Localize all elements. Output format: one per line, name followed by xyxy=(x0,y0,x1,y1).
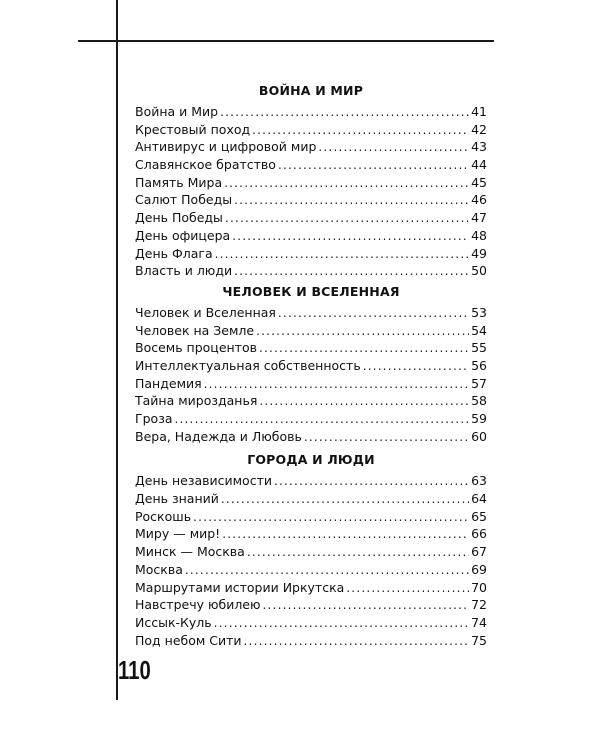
dot-leader xyxy=(215,246,469,264)
toc-entry-title: Под небом Сити xyxy=(135,632,242,648)
toc-entry xyxy=(135,156,487,174)
toc-entry-page: 53 xyxy=(471,304,487,320)
toc-entry-page: 43 xyxy=(471,139,487,155)
toc-entry xyxy=(135,525,487,543)
toc-entry-title: Маршрутами истории Иркутска xyxy=(135,579,345,595)
toc-entry-page: 67 xyxy=(471,544,487,560)
toc-entry xyxy=(135,410,487,428)
toc-entry-title: Вера, Надежда и Любовь xyxy=(135,428,302,444)
toc-entry-page: 64 xyxy=(471,491,487,507)
margin-vertical-rule xyxy=(116,0,118,700)
toc-entry-page: 46 xyxy=(471,192,487,208)
section-title: ВОЙНА И МИР xyxy=(258,83,364,98)
toc-entry-page: 55 xyxy=(471,340,487,356)
toc-entry-title: Человек на Земле xyxy=(135,322,255,338)
dot-leader xyxy=(278,157,469,175)
dot-leader xyxy=(193,509,469,527)
toc-entry-page: 74 xyxy=(471,614,487,630)
dot-leader xyxy=(346,580,469,598)
toc-entry xyxy=(135,322,487,340)
toc-entry-title: Крестовый поход xyxy=(135,121,251,137)
toc-entry-page: 58 xyxy=(471,393,487,409)
header-horizontal-rule xyxy=(78,40,494,42)
toc-section-cities-and-people xyxy=(135,451,487,649)
toc-entry-title: Интеллектуальная собственность xyxy=(135,357,361,373)
dot-leader xyxy=(263,597,470,615)
dot-leader xyxy=(214,615,469,633)
dot-leader xyxy=(234,263,469,281)
toc-entry-page: 57 xyxy=(471,375,487,391)
toc-entry-page: 56 xyxy=(471,357,487,373)
toc-entry-page: 63 xyxy=(471,473,487,489)
toc-entry xyxy=(135,209,487,227)
toc-entry xyxy=(135,543,487,561)
dot-leader xyxy=(278,305,469,323)
dot-leader xyxy=(274,473,469,491)
dot-leader xyxy=(204,376,469,394)
dot-leader xyxy=(304,429,469,447)
toc-entry-title: Роскошь xyxy=(135,508,192,524)
dot-leader xyxy=(234,192,469,210)
toc-entry-title: День независимости xyxy=(135,473,272,489)
toc-entry-page: 54 xyxy=(471,322,487,338)
toc-entry xyxy=(135,508,487,526)
toc-entry-title: Тайна мирозданья xyxy=(135,393,258,409)
toc-entry-page: 42 xyxy=(471,121,487,137)
toc-entry xyxy=(135,138,487,156)
toc-section-man-and-universe xyxy=(135,283,487,446)
dot-leader xyxy=(185,562,469,580)
toc-entry xyxy=(135,596,487,614)
toc-entry xyxy=(135,428,487,446)
section-title: ЧЕЛОВЕК И ВСЕЛЕННАЯ xyxy=(222,283,400,299)
dot-leader xyxy=(259,393,469,411)
toc-entry xyxy=(135,227,487,245)
toc-entry-title: Власть и люди xyxy=(135,263,233,279)
page-number: 110 xyxy=(118,655,151,685)
dot-leader xyxy=(318,139,469,157)
toc-entry xyxy=(135,561,487,579)
toc-entry xyxy=(135,614,487,632)
toc-entry-title: День Победы xyxy=(135,210,223,226)
toc-entry xyxy=(135,490,487,508)
toc-entry-title: Миру — мир! xyxy=(135,526,221,542)
toc-entry xyxy=(135,245,487,263)
toc-entry-title: Москва xyxy=(135,561,183,577)
dot-leader xyxy=(259,340,469,358)
toc-entry-title: Человек и Вселенная xyxy=(135,304,276,320)
toc-entry xyxy=(135,103,487,121)
toc-entry-title: Славянское братство xyxy=(135,157,276,173)
toc-entry-title: Память Мира xyxy=(135,174,223,190)
toc-entry-title: Иссык-Куль xyxy=(135,614,212,630)
toc-entry xyxy=(135,632,487,650)
toc-entry xyxy=(135,392,487,410)
toc-entry xyxy=(135,357,487,375)
toc-entry xyxy=(135,174,487,192)
table-of-contents xyxy=(135,80,487,649)
toc-entry-title: День офицера xyxy=(135,227,231,243)
toc-entry-title: Война и Мир xyxy=(135,104,219,119)
toc-entry-title: Восемь процентов xyxy=(135,340,257,356)
toc-entry xyxy=(135,262,487,280)
toc-entry-page: 50 xyxy=(471,263,487,279)
toc-entry-title: Салют Победы xyxy=(135,192,233,208)
toc-entry-page: 70 xyxy=(471,579,487,595)
toc-entry-page: 47 xyxy=(471,210,487,226)
section-title: ГОРОДА И ЛЮДИ xyxy=(247,452,375,468)
toc-entry-title: День знаний xyxy=(135,491,219,507)
toc-entry xyxy=(135,472,487,490)
dot-leader xyxy=(175,411,470,429)
toc-entry-page: 41 xyxy=(471,104,487,119)
toc-entry-page: 49 xyxy=(471,245,487,261)
toc-entry-page: 65 xyxy=(471,508,487,524)
toc-entry xyxy=(135,375,487,393)
toc-entry-title: День Флага xyxy=(135,245,213,261)
dot-leader xyxy=(363,358,469,376)
toc-entry-page: 75 xyxy=(471,632,487,648)
toc-entry-page: 45 xyxy=(471,174,487,190)
dot-leader xyxy=(232,228,469,246)
dot-leader xyxy=(221,491,469,509)
dot-leader xyxy=(256,323,469,341)
toc-entry xyxy=(135,191,487,209)
toc-entry-title: Гроза xyxy=(135,411,173,426)
dot-leader xyxy=(224,175,469,193)
toc-entry-page: 48 xyxy=(471,227,487,243)
dot-leader xyxy=(225,210,469,228)
toc-entry-title: Пандемия xyxy=(135,375,202,391)
toc-entry-page: 59 xyxy=(471,411,487,426)
toc-entry xyxy=(135,339,487,357)
toc-section-war-and-peace xyxy=(135,82,487,280)
toc-entry xyxy=(135,121,487,139)
toc-entry xyxy=(135,579,487,597)
toc-entry-title: Минск — Москва xyxy=(135,544,245,560)
toc-entry-title: Антивирус и цифровой мир xyxy=(135,139,317,155)
dot-leader xyxy=(252,122,469,140)
toc-entry-page: 72 xyxy=(471,597,487,613)
dot-leader xyxy=(247,544,469,562)
dot-leader xyxy=(244,633,470,651)
dot-leader xyxy=(220,104,469,122)
toc-entry xyxy=(135,304,487,322)
toc-entry-page: 60 xyxy=(471,428,487,444)
dot-leader xyxy=(222,526,469,544)
toc-entry-page: 69 xyxy=(471,561,487,577)
toc-entry-title: Навстречу юбилею xyxy=(135,597,261,613)
toc-entry-page: 66 xyxy=(471,526,487,542)
toc-entry-page: 44 xyxy=(471,157,487,173)
